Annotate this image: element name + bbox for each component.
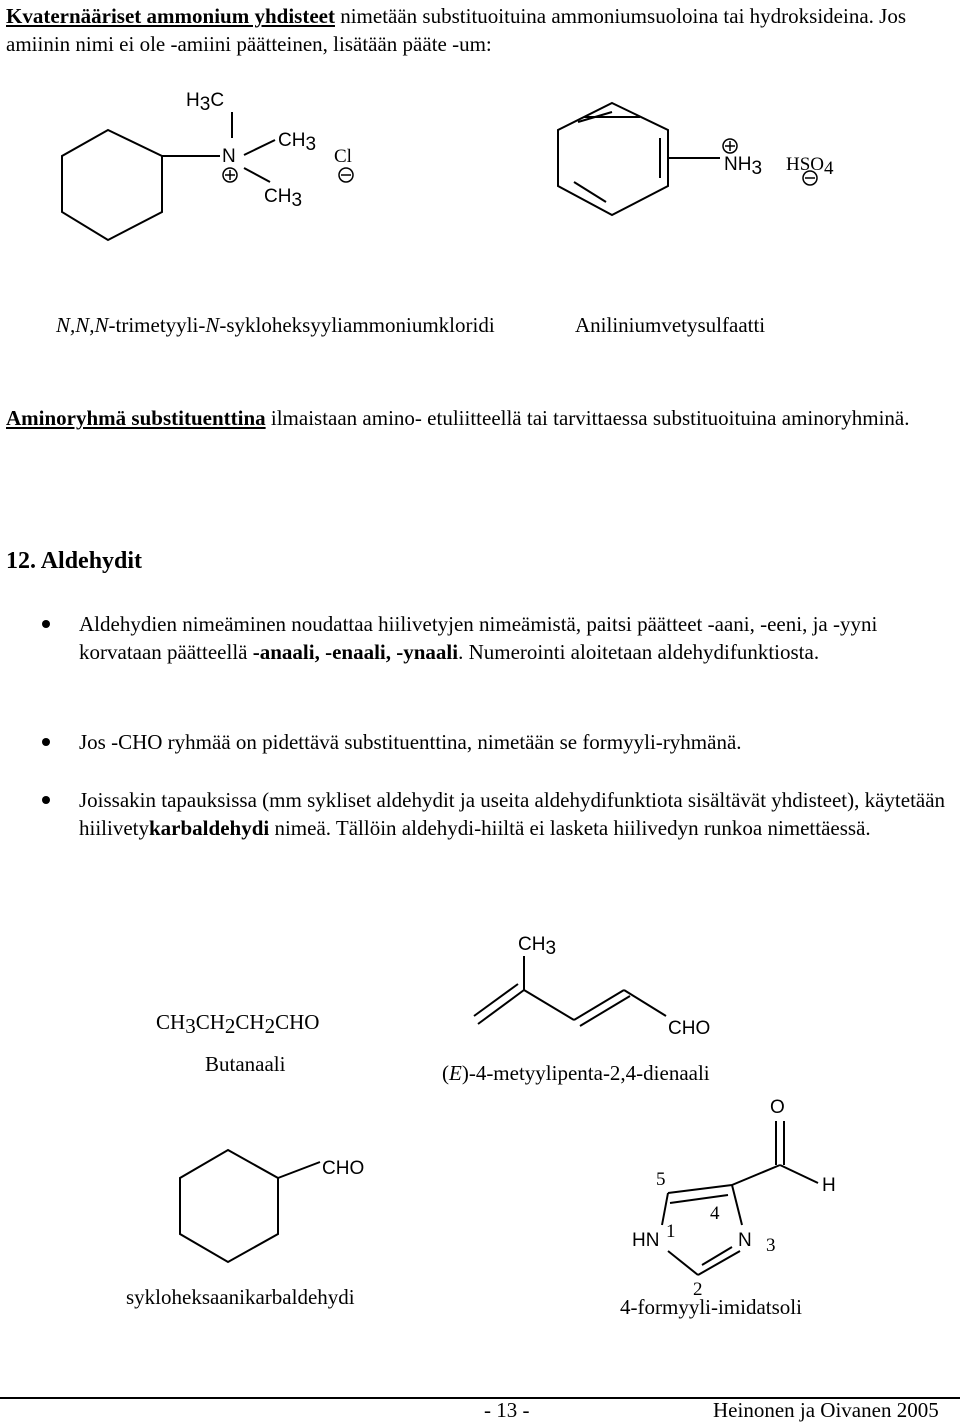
bullet-item-3: Joissakin tapauksissa (mm sykliset aldehydit ja useita aldehydifunktiota sisältävät yhdisteet), käytetään hiilivetykarbaldehydi nimeä. Tällöin aldehydi-hiiltä ei lasketa hiilivedyn runkoa nimettäessä. [79,788,946,840]
bullet-item-1: Aldehydien nimeäminen noudattaa hiilivetyjen nimeämistä, paitsi päätteet -aani, -eeni, ja -yyni korvataan päätteellä -anaali, -enaali, -ynaali. Numerointi aloitetaan aldehydifunktiosta. [79,612,878,664]
hso4-text: HSO4 [786,154,834,179]
footer-authors: Heinonen ja Oivanen 2005 [713,1398,939,1422]
dienal-ch3: CH3 [518,934,557,959]
cyclohexane-ring-2 [180,1150,278,1262]
intro-text: nimetään substituoituina ammoniumsuoloina tai hydroksideina. Jos amiinin nimi ei ole -amiini päätteinen, lisätään pääte -um: [6,4,906,56]
ch3-top: CH3 [278,130,317,155]
cyclo-cho: CHO [322,1158,365,1179]
bullet-item-2: Jos -CHO ryhmää on pidettävä substituenttina, nimetään se formyyli-ryhmänä. [79,730,742,754]
imid-num-3: 3 [766,1235,776,1256]
section-number: 12. [6,548,36,574]
dienal-structure [460,920,760,1060]
imid-h: H [822,1175,836,1196]
dienal-cho: CHO [668,1018,711,1039]
amino-term: Aminoryhmä substituenttina [6,406,266,430]
benzene-ring [558,103,668,215]
imid-num-4: 4 [710,1203,720,1224]
intro-term: Kvaternääriset ammonium yhdisteet [6,4,335,28]
butanal-formula [150,1005,350,1045]
bullet-dot-2 [42,738,50,746]
imid-n: N [738,1230,752,1251]
trimethylcyclohexylammonium-structure [0,0,960,300]
amino-paragraph [6,404,941,432]
cyclo-name: sykloheksaanikarbaldehydi [126,1285,355,1309]
imid-num-1: 1 [666,1221,676,1242]
imidazole-structure [600,1085,860,1315]
imid-o: O [770,1097,785,1118]
imid-num-2: 2 [693,1279,703,1300]
dienal-name: (E)-4-metyylipenta-2,4-dienaali [442,1061,710,1085]
bullet-dot-3 [42,796,50,804]
left-structure-name: N,N,N-trimetyyli-N-sykloheksyyliammoniumkloridi [56,313,495,337]
cyclohexanecarbaldehyde-structure [150,1140,390,1290]
cl-atom: Cl [334,146,352,167]
page-number: - 13 - [484,1398,530,1422]
bullet-dot-1 [42,620,50,628]
h3c-text: H3C [186,90,225,115]
cyclohexane-ring [62,130,162,240]
imid-hn: HN [632,1230,660,1251]
amino-text: ilmaistaan amino- etuliitteellä tai tarvittaessa substituoituina aminoryhminä. [265,406,910,430]
section-title: Aldehydit [40,548,143,574]
imid-num-5: 5 [656,1169,666,1190]
section-heading [6,548,142,575]
svg-text:CH3CH2CH2CHO: CH3CH2CH2CHO [156,1010,320,1038]
right-structure-name: Aniliniumvetysulfaatti [575,313,766,337]
nh3-text: NH3 [724,154,763,179]
imid-name: 4-formyyli-imidatsoli [620,1295,802,1319]
butanal-name: Butanaali [205,1052,286,1076]
n-atom: N [222,146,236,167]
ch3-bottom: CH3 [264,186,303,211]
